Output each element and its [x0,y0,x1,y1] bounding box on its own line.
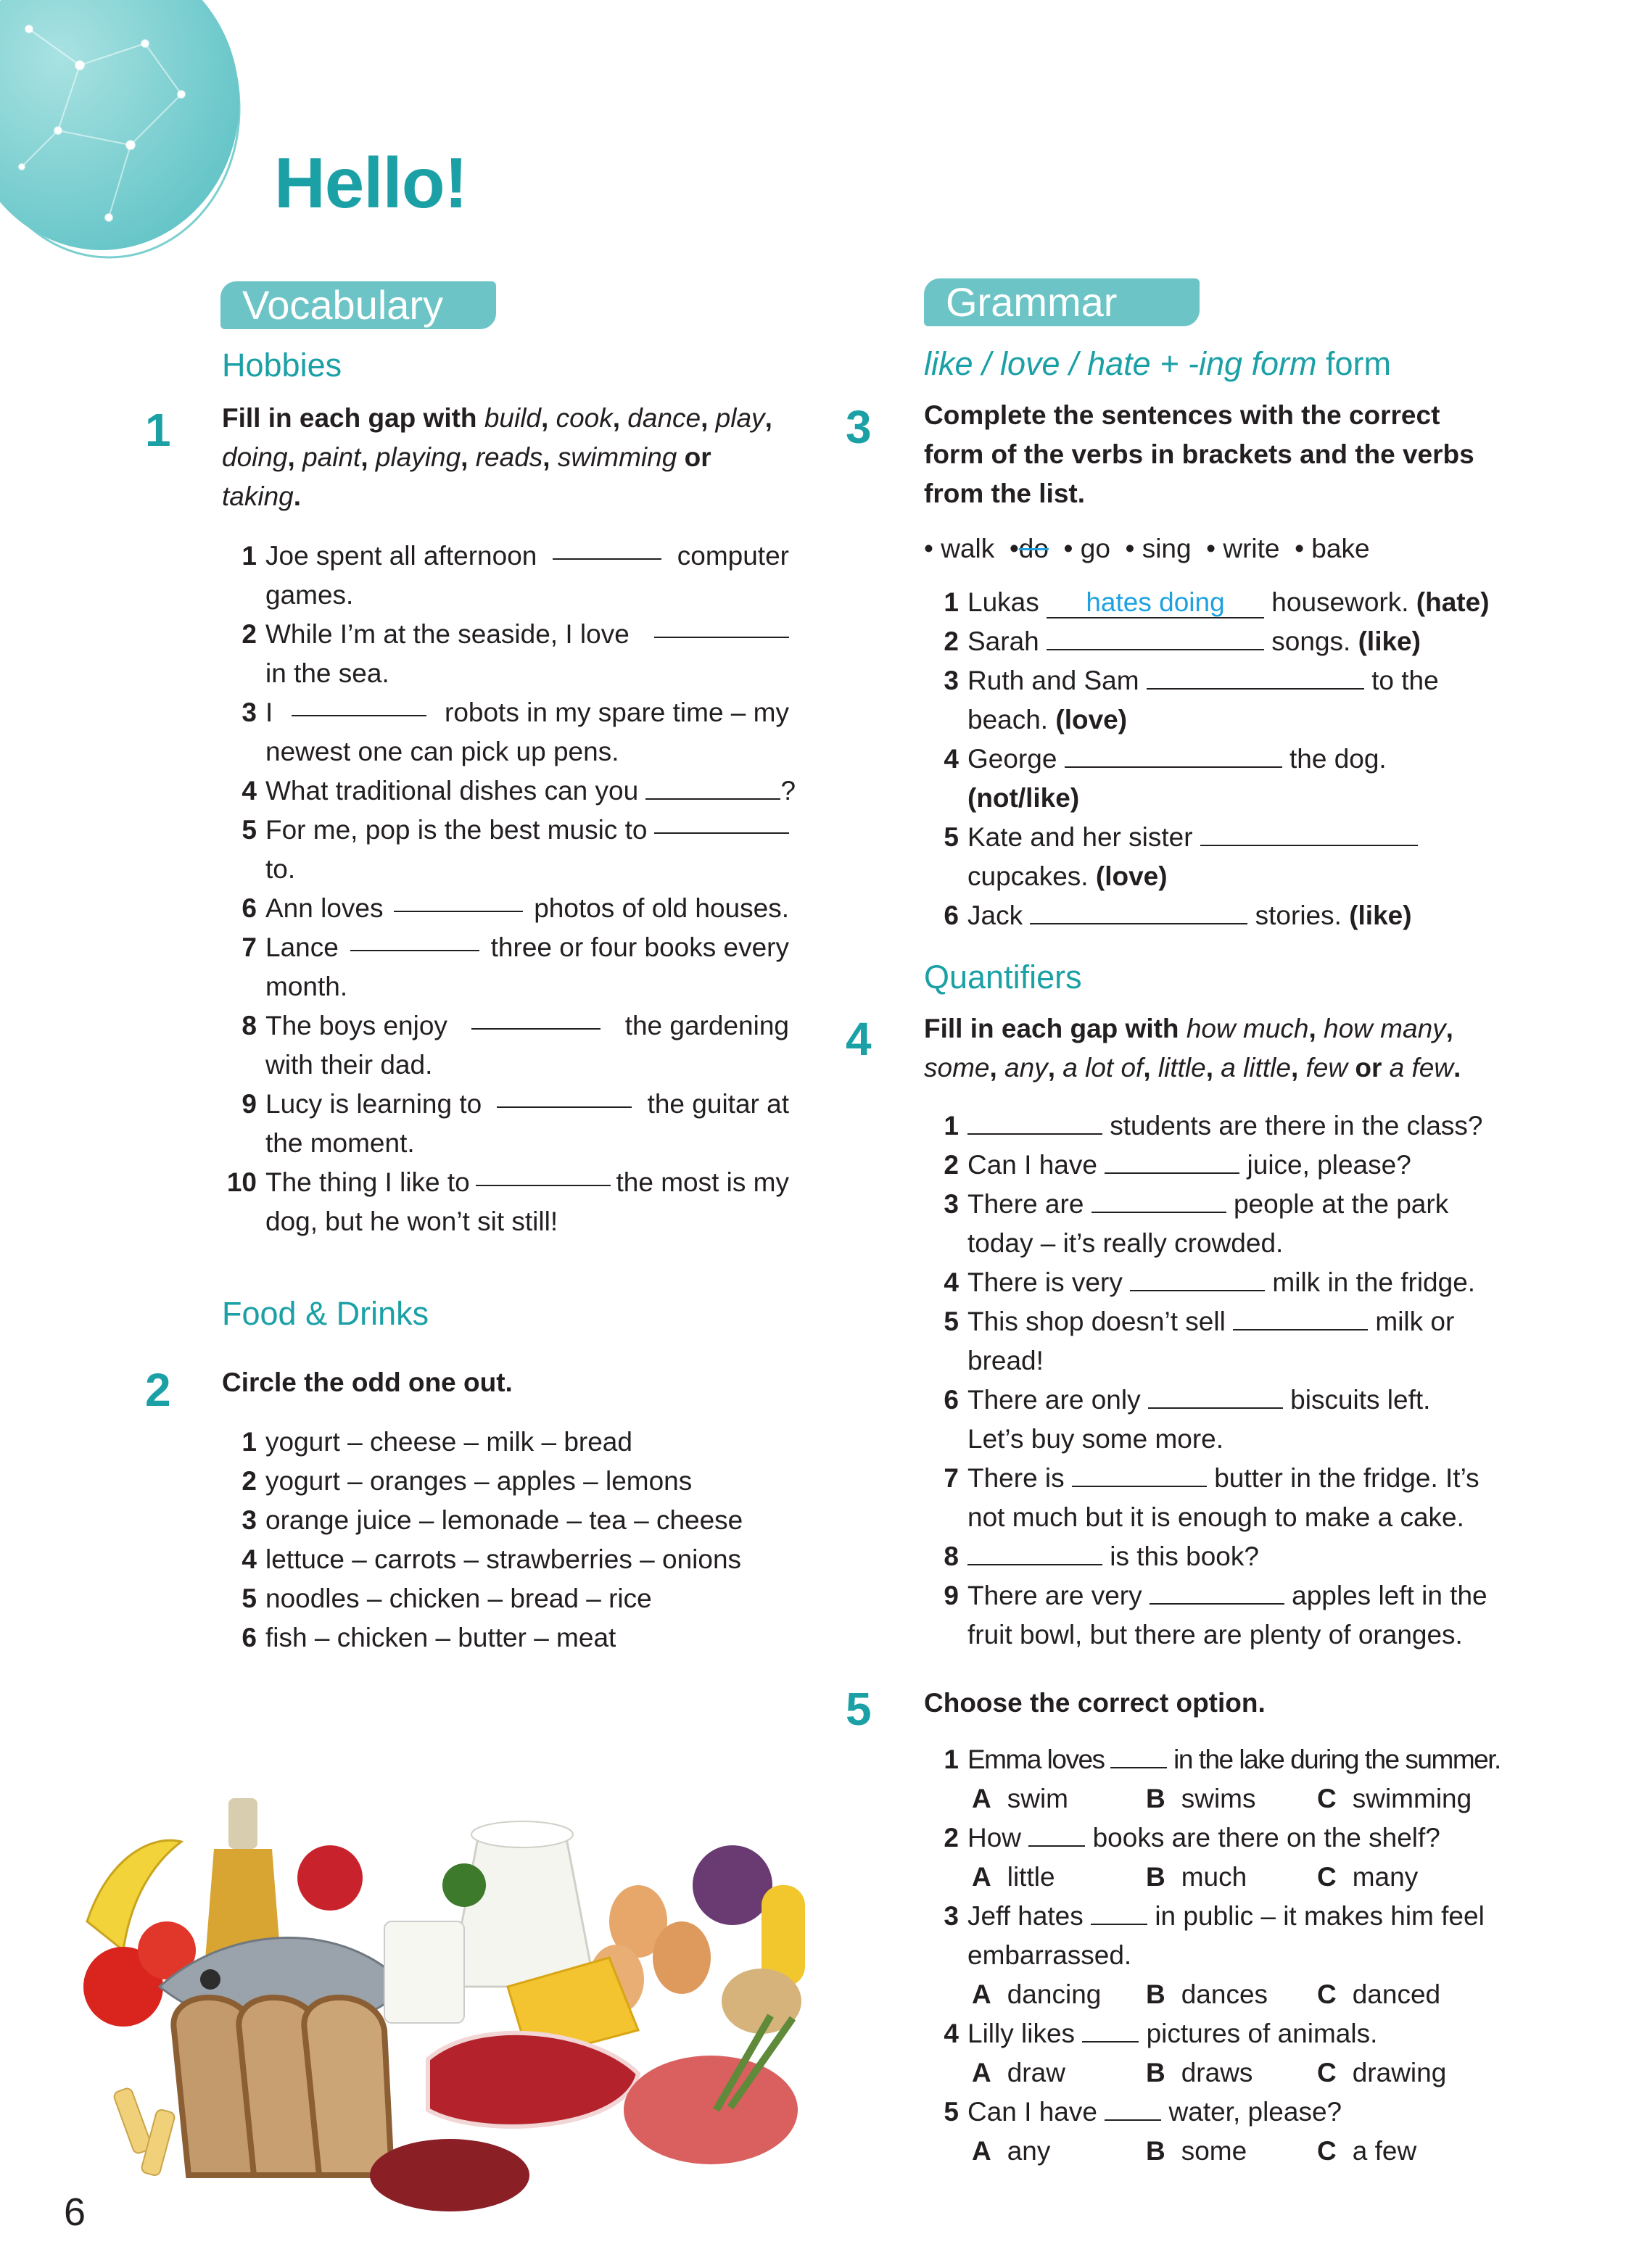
answer-gap[interactable] [394,889,523,912]
option[interactable]: A draw [972,2058,1065,2087]
answer-gap[interactable] [1072,1464,1207,1487]
ex3-item: 3 Ruth and Sam to the beach. (love) [944,666,1439,734]
answer-gap[interactable] [1105,1151,1239,1174]
page-title: Hello! [274,143,468,223]
grammar-tab: Grammar [924,278,1200,326]
answer-gap[interactable] [1047,627,1264,650]
answer-gap[interactable] [1105,2098,1161,2121]
quantifiers-heading: Quantifiers [924,959,1082,996]
option[interactable]: C drawing [1317,2058,1447,2087]
ex5-item: 3 Jeff hates in public – it makes him feel embarrassed. A dancing B dances C danced [967,1897,1485,2014]
option[interactable]: A swim [972,1784,1068,1813]
answer-gap[interactable] [1091,1902,1147,1925]
answer-gap[interactable] [497,1085,632,1108]
exercise-2-number: 2 [145,1364,171,1416]
ex4-item: 7 There is butter in the fridge. It’s not much but it is enough to make a cake. [944,1463,1480,1532]
ex4-item: 3 There are people at the park today – it’s really crowded. [944,1189,1449,1258]
answer-gap[interactable] [967,1542,1102,1565]
ex1-item: 10 The thing I like to the most is my dog, but he won’t sit still! [265,1163,789,1241]
answer-gap[interactable] [1030,901,1247,924]
ex4-item: 8 is this book? [944,1541,1259,1571]
exercise-3-instruction: Complete the sentences with the correct form of the verbs in brackets and the verbs from the list. [924,400,1474,508]
answer-gap[interactable] [654,615,789,638]
ex2-item: 3 orange juice – lemonade – tea – cheese [242,1505,743,1535]
ex2-item: 4 lettuce – carrots – strawberries – onions [242,1544,742,1574]
ex4-item: 5 This shop doesn’t sell milk or bread! [944,1307,1455,1375]
vocabulary-tab: Vocabulary [220,281,496,329]
exercise-4-instruction: Fill in each gap with how much, how many, some, any, a lot of, little, a little, few or a few. [924,1014,1461,1083]
option[interactable]: B some [1146,2136,1247,2166]
ex3-item: 2 Sarah songs. (like) [944,626,1421,656]
exercise-5-number: 5 [846,1683,872,1735]
ex3-item: 5 Kate and her sister cupcakes. (love) [967,818,1418,896]
ex1-item: 2 While I’m at the seaside, I love in the sea. [265,615,789,693]
answer-gap[interactable] [645,777,780,800]
option[interactable]: B much [1146,1862,1247,1892]
like-love-hate-heading: like / love / hate + -ing form form [924,345,1392,382]
ex5-item: 4 Lilly likes pictures of animals. A draw B draws C drawing [967,2014,1446,2093]
header-circle-graphic [0,0,247,276]
exercise-1-instruction: Fill in each gap with build, cook, dance, play, doing, paint, playing, reads, swimming or taking. [222,403,772,511]
answer-gap[interactable] [1110,1745,1167,1768]
ex3-item: 6 Jack stories. (like) [944,901,1412,930]
answer-gap[interactable] [292,693,426,716]
ex5-item: 1 Emma loves in the lake during the summer. A swim B swims C swimming [967,1740,1501,1818]
ex2-item: 6 fish – chicken – butter – meat [242,1623,616,1652]
answer-gap[interactable] [553,537,661,560]
answer-gap[interactable] [967,1112,1102,1135]
option[interactable]: C danced [1317,1979,1441,2009]
ex2-item: 1 yogurt – cheese – milk – bread [242,1427,632,1457]
options-row [967,1858,1440,1897]
options-row [967,1975,1485,2014]
page-number: 6 [64,2190,86,2234]
option[interactable]: A little [972,1862,1055,1892]
answer-gap[interactable] [1028,1824,1085,1847]
ex1-item: 3 I robots in my spare time – my newest one can pick up pens. [265,693,789,771]
option[interactable]: A any [972,2136,1051,2166]
hobbies-heading: Hobbies [222,347,342,384]
option[interactable]: B draws [1146,2058,1253,2087]
answer-gap[interactable] [476,1163,611,1186]
answer-gap[interactable] [1233,1307,1368,1330]
ex1-item: 4 What traditional dishes can you ? [242,776,796,806]
answer-gap[interactable] [1150,1581,1284,1605]
ex1-item: 9 Lucy is learning to the guitar at the moment. [265,1085,789,1163]
sample-answer: hates doing [1047,588,1264,618]
food-photo [44,1769,849,2219]
exercise-4-number: 4 [846,1013,872,1065]
exercise-1-number: 1 [145,404,171,456]
ex1-item: 8 The boys enjoy the gardening with their dad. [265,1006,789,1085]
ex3-item: 4 George the dog. (not/like) [944,744,1387,813]
ex4-item: 1 students are there in the class? [944,1111,1483,1141]
ex2-item: 5 noodles – chicken – bread – rice [242,1584,652,1613]
option[interactable]: B dances [1146,1979,1268,2009]
ex4-item: 9 There are very apples left in the fruit bowl, but there are plenty of oranges. [944,1581,1487,1650]
exercise-5-instruction: Choose the correct option. [924,1688,1266,1718]
option[interactable]: C swimming [1317,1784,1472,1813]
options-row [967,2132,1416,2171]
ex5-item: 5 Can I have water, please? A any B some C a few [967,2093,1416,2171]
food-drinks-heading: Food & Drinks [222,1295,429,1332]
answer-gap[interactable] [654,811,789,834]
ex1-item: 1 Joe spent all afternoon computer games. [265,537,789,615]
exercise-3-number: 3 [846,401,872,453]
ex2-item: 2 yogurt – oranges – apples – lemons [242,1466,693,1496]
verb-word-list: • walk •do • go • sing • write • bake [924,534,1370,563]
options-row [967,1779,1501,1818]
crossed-out-word: do [1018,534,1049,563]
option[interactable]: B swims [1146,1784,1256,1813]
answer-gap[interactable] [471,1006,601,1030]
ex3-item: 1 Lukas hates doing housework. (hate) [944,587,1490,617]
answer-gap[interactable] [1065,745,1282,768]
ex5-item: 2 How books are there on the shelf? A little B much C many [967,1818,1440,1897]
answer-gap[interactable] [350,928,479,951]
answer-gap[interactable] [1147,666,1364,690]
answer-gap[interactable] [1200,823,1418,846]
ex1-item: 5 For me, pop is the best music to to. [265,811,789,889]
ex1-item: 7 Lance three or four books every month. [265,928,789,1006]
ex4-item: 6 There are only biscuits left. Let’s buy some more. [944,1385,1431,1454]
option[interactable]: C many [1317,1862,1419,1892]
option[interactable]: A dancing [972,1979,1102,2009]
ex4-item: 2 Can I have juice, please? [944,1150,1411,1180]
exercise-2-instruction: Circle the odd one out. [222,1367,513,1397]
answer-gap[interactable] [1091,1190,1226,1213]
answer-gap[interactable] [1148,1386,1283,1409]
options-row [967,2053,1446,2093]
answer-gap[interactable] [1082,2019,1139,2043]
ex4-item: 4 There is very milk in the fridge. [944,1267,1476,1297]
answer-gap[interactable] [1130,1268,1265,1291]
option[interactable]: C a few [1317,2136,1417,2166]
ex1-item: 6 Ann loves photos of old houses. [265,889,789,928]
